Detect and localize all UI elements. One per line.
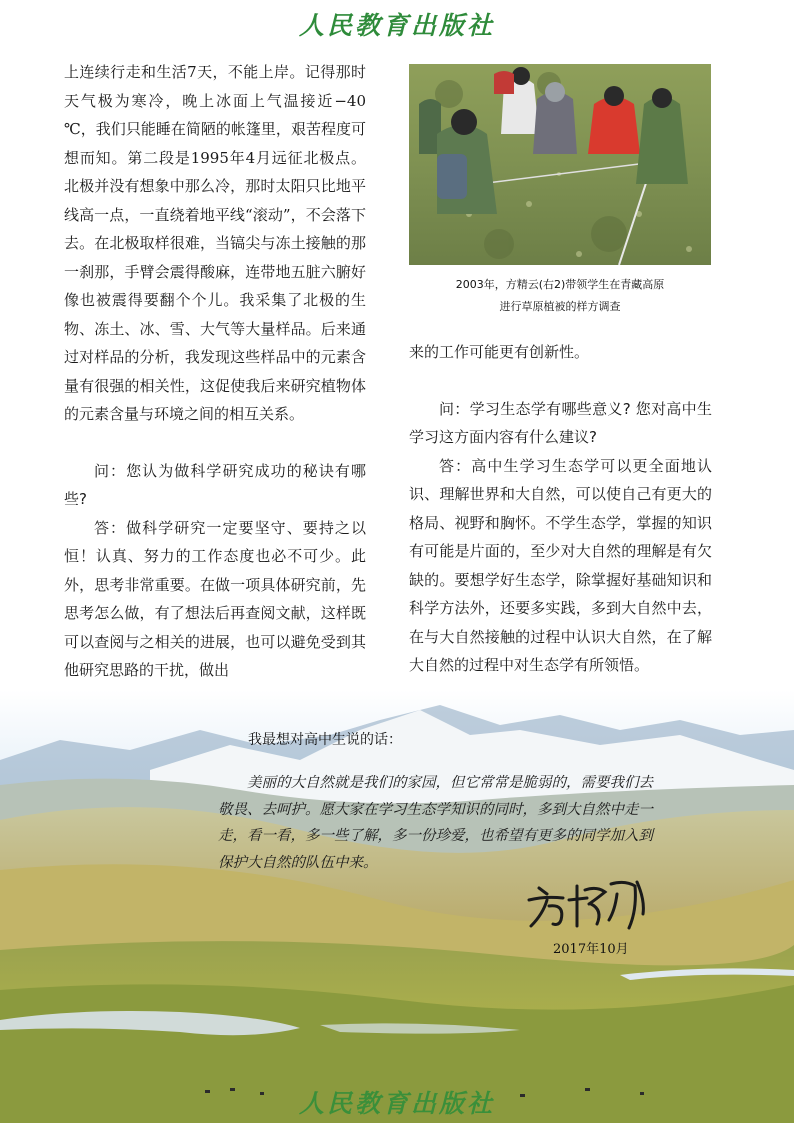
answer-2: 答：高中生学习生态学可以更全面地认识、理解世界和大自然，可以使自己有更大的格局、视野和胸怀。不学生态学，掌握的知识有可能是片面的，至少对大自然的理解是有欠缺的。要想学好生态学，除掌握好基础知识和科学方法外，还要多实践，多到大自然中去，在与大自然接触的过程中认识大自然，在了解大自然的过程中对生态学有所领悟。 <box>409 456 712 674</box>
message-body <box>218 770 663 876</box>
field-survey-photo <box>409 64 711 265</box>
caption-line-1: 2003年，方精云(右2)带领学生在青藏高原 <box>455 278 665 291</box>
handwritten-signature <box>525 870 655 932</box>
caption-line-2: 进行草原植被的样方调查 <box>499 300 621 313</box>
question-1: 问：您认为做科学研究成功的秘诀有哪些? <box>64 461 366 508</box>
answer-1: 答：做科学研究一定要坚守、要持之以恒！认真、努力的工作态度也必不可少。此外，思考非常重要。在做一项具体研究前，先思考怎么做，有了想法后再查阅文献，这样既可以查阅与之相关的进展，也可以避免受到其他研究思路的干扰，做出 <box>64 518 366 679</box>
message-date: 2017年10月 <box>553 942 629 957</box>
publisher-logo-header: 人民教育出版社 <box>298 11 495 40</box>
question-2: 问：学习生态学有哪些意义? 您对高中生学习这方面内容有什么建议? <box>409 399 712 446</box>
message-text: 美丽的大自然就是我们的家园，但它常常是脆弱的，需要我们去敬畏、去呵护。愿大家在学习生态学知识的同时，多到大自然中走一走，看一看，多一些了解，多一份珍爱，也希望有更多的同学加入到保护大自然的队伍中来。 <box>218 775 653 871</box>
right-continuation: 来的工作可能更有创新性。 <box>409 343 590 361</box>
left-paragraph: 上连续行走和生活7天，不能上岸。记得那时天气极为寒冷，晚上冰面上气温接近−40 ℃，我们只能睡在简陋的帐篷里，艰苦程度可想而知。第二段是1995年4月远征北极点。北极并没有想象中那么冷，那时太阳只比地平线高一点，一直绕着地平线“滚动”，不会落下去。在北极取样很难，当镐尖与冻土接触的那一刹那，手臂会震得酸麻，连带地五脏六腑好像也被震得要翻个个儿。我采集了北极的生物、冻土、冰、雪、大气等大量样品。后来通过对样品的分析，我发现这些样品中的元素含量有很强的相关性，这促使我后来研究植物体的元素含量与环境之间的相互关系。 <box>64 63 366 423</box>
grassland-landscape <box>0 690 794 1123</box>
message-title: 我最想对高中生说的话： <box>248 732 402 748</box>
left-column <box>64 58 366 685</box>
photo-caption <box>409 274 711 318</box>
right-column <box>409 338 712 680</box>
publisher-logo-footer: 人民教育出版社 <box>298 1089 495 1118</box>
